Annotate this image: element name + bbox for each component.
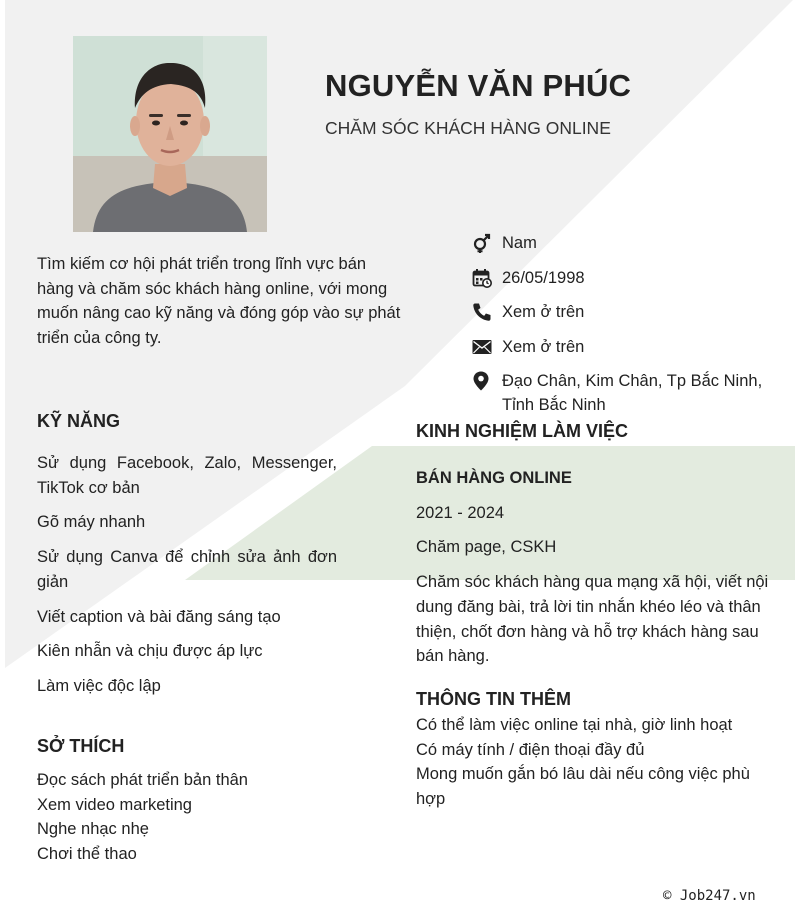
phone-text: Xem ở trên: [502, 303, 585, 321]
profile-photo: [73, 36, 267, 232]
skills-heading: KỸ NĂNG: [37, 411, 121, 431]
birthday-text: 26/05/1998: [502, 268, 585, 287]
work-period: 2021 - 2024: [416, 503, 505, 522]
skill-item: Làm việc độc lập: [37, 676, 161, 695]
skill-item: Kiên nhẫn và chịu được áp lực: [37, 642, 263, 661]
footer-copyright: © Job247.vn: [663, 888, 756, 904]
contact-email: [472, 335, 772, 359]
work-role: Chăm page, CSKH: [416, 538, 557, 557]
candidate-name: NGUYỄN VĂN PHÚC: [325, 68, 632, 103]
hobby-item: Xem video marketing: [37, 795, 192, 814]
contact-address: [472, 369, 772, 417]
work-description: Chăm sóc khách hàng qua mạng xã hội, viết nội dung đăng bài, trả lời tin nhắn khéo léo và thân thiện, chốt đơn hàng và hỗ trợ khách hàng sau bán hàng.: [416, 573, 769, 666]
skill-item: Sử dụng Canva để chỉnh sửa ảnh đơn giản: [37, 548, 337, 591]
gender-text: Nam: [502, 234, 537, 252]
hobbies-list: [37, 768, 357, 867]
hobby-item: Nghe nhạc nhẹ: [37, 820, 149, 839]
career-objective: Tìm kiếm cơ hội phát triển trong lĩnh vực bán hàng và chăm sóc khách hàng online, với mong muốn nâng cao kỹ năng và đóng góp vào sự phát triển của công ty.: [37, 255, 401, 348]
more-info-item: Mong muốn gắn bó lâu dài nếu công việc phù hợp: [416, 765, 750, 809]
contact-birthday: [472, 266, 772, 290]
hobby-item: Đọc sách phát triển bản thân: [37, 771, 248, 789]
skill-item: Gõ máy nhanh: [37, 513, 146, 532]
experience-entry: [416, 466, 778, 669]
contact-info: [472, 231, 772, 428]
company-name: BÁN HÀNG ONLINE: [416, 469, 572, 487]
email-text: Xem ở trên: [502, 337, 585, 356]
experience-heading: KINH NGHIỆM LÀM VIỆC: [416, 421, 629, 441]
skill-item: Sử dụng Facebook, Zalo, Messenger, TikTok cơ bản: [37, 454, 337, 497]
more-info-heading: THÔNG TIN THÊM: [416, 689, 571, 709]
phone-icon: [472, 300, 502, 324]
address-text: Đạo Chân, Kim Chân, Tp Bắc Ninh, Tỉnh Bắc Ninh: [502, 372, 763, 414]
job-title: CHĂM SÓC KHÁCH HÀNG ONLINE: [325, 118, 611, 138]
hobby-item: Chơi thể thao: [37, 845, 137, 864]
contact-gender: [472, 231, 772, 255]
gender-icon: [472, 231, 502, 255]
skills-list: [37, 451, 337, 709]
contact-phone: [472, 300, 772, 324]
skill-item: Viết caption và bài đăng sáng tạo: [37, 607, 281, 626]
more-info-item: Có máy tính / điện thoại đầy đủ: [416, 740, 645, 759]
hobbies-heading: SỞ THÍCH: [37, 736, 125, 756]
location-pin-icon: [472, 369, 502, 393]
more-info-list: [416, 713, 778, 812]
more-info-item: Có thể làm việc online tại nhà, giờ linh hoạt: [416, 716, 733, 734]
mail-icon: [472, 335, 502, 359]
calendar-icon: [472, 266, 502, 290]
